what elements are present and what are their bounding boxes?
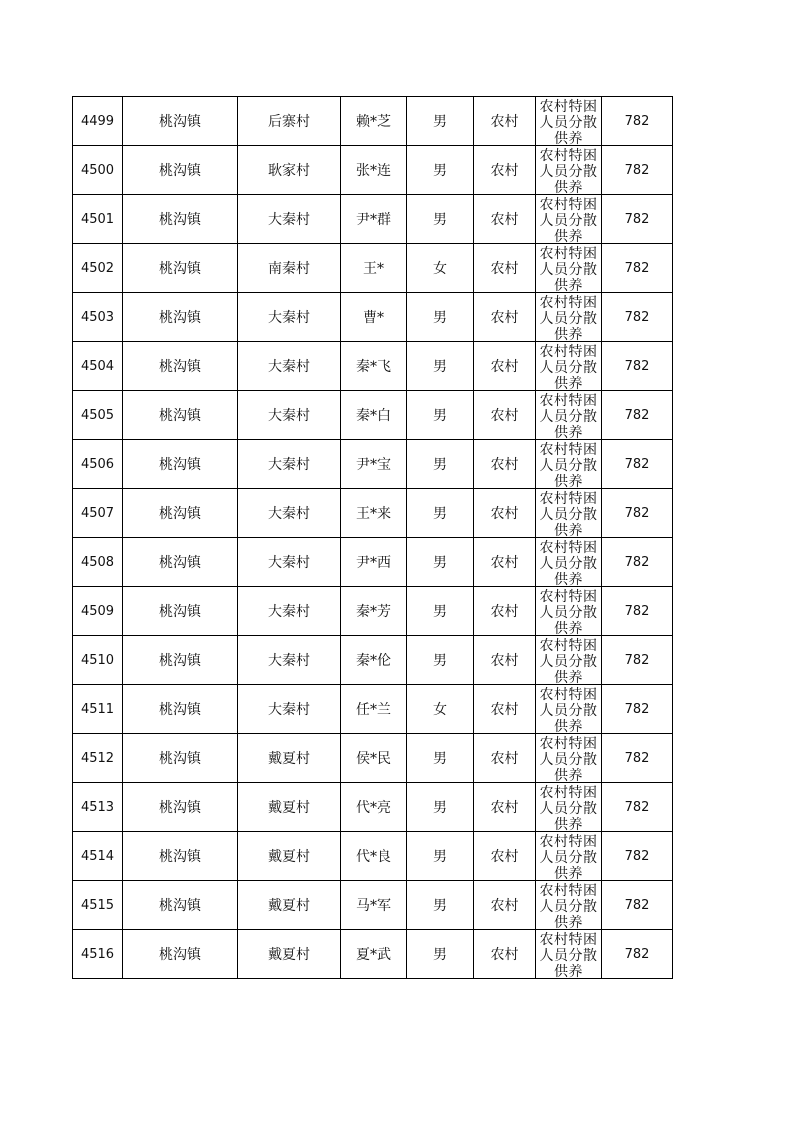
cell-person-name: 秦*白 (341, 391, 407, 440)
cell-assistance-category-text: 农村特困人员分散供养 (539, 686, 598, 733)
table-row (73, 587, 673, 636)
cell-residence-type: 农村 (474, 342, 536, 391)
cell-assistance-category (536, 734, 602, 783)
table-row (73, 734, 673, 783)
cell-residence-type: 农村 (474, 734, 536, 783)
cell-gender: 男 (407, 342, 474, 391)
cell-person-name: 王* (341, 244, 407, 293)
cell-serial-number: 4513 (73, 783, 123, 832)
document-page (72, 96, 673, 979)
cell-person-name: 秦*飞 (341, 342, 407, 391)
cell-assistance-category-text: 农村特困人员分散供养 (539, 784, 598, 831)
cell-village: 戴夏村 (238, 783, 341, 832)
cell-town: 桃沟镇 (123, 930, 238, 979)
cell-village: 大秦村 (238, 538, 341, 587)
cell-gender: 男 (407, 538, 474, 587)
table-row (73, 636, 673, 685)
cell-serial-number: 4509 (73, 587, 123, 636)
cell-gender: 男 (407, 440, 474, 489)
cell-assistance-category-text: 农村特困人员分散供养 (539, 343, 598, 390)
cell-town: 桃沟镇 (123, 146, 238, 195)
cell-person-name: 代*亮 (341, 783, 407, 832)
cell-serial-number: 4506 (73, 440, 123, 489)
cell-gender: 男 (407, 734, 474, 783)
cell-assistance-category-text: 农村特困人员分散供养 (539, 882, 598, 929)
cell-amount: 782 (602, 685, 673, 734)
cell-residence-type: 农村 (474, 881, 536, 930)
cell-residence-type: 农村 (474, 587, 536, 636)
cell-village: 戴夏村 (238, 734, 341, 783)
cell-person-name: 尹*群 (341, 195, 407, 244)
cell-assistance-category-text: 农村特困人员分散供养 (539, 931, 598, 978)
cell-gender: 男 (407, 146, 474, 195)
cell-town: 桃沟镇 (123, 440, 238, 489)
cell-assistance-category (536, 538, 602, 587)
cell-amount: 782 (602, 538, 673, 587)
cell-amount: 782 (602, 636, 673, 685)
cell-town: 桃沟镇 (123, 391, 238, 440)
cell-gender: 女 (407, 244, 474, 293)
table-row (73, 881, 673, 930)
cell-town: 桃沟镇 (123, 636, 238, 685)
cell-village: 后寨村 (238, 97, 341, 146)
cell-assistance-category-text: 农村特困人员分散供养 (539, 539, 598, 586)
cell-serial-number: 4507 (73, 489, 123, 538)
cell-assistance-category (536, 97, 602, 146)
cell-gender: 女 (407, 685, 474, 734)
cell-gender: 男 (407, 97, 474, 146)
cell-amount: 782 (602, 832, 673, 881)
cell-town: 桃沟镇 (123, 881, 238, 930)
cell-village: 戴夏村 (238, 881, 341, 930)
cell-serial-number: 4500 (73, 146, 123, 195)
cell-village: 大秦村 (238, 685, 341, 734)
cell-gender: 男 (407, 489, 474, 538)
cell-assistance-category (536, 881, 602, 930)
cell-village: 大秦村 (238, 195, 341, 244)
cell-assistance-category-text: 农村特困人员分散供养 (539, 294, 598, 341)
cell-serial-number: 4516 (73, 930, 123, 979)
cell-assistance-category (536, 146, 602, 195)
cell-assistance-category-text: 农村特困人员分散供养 (539, 392, 598, 439)
cell-person-name: 尹*西 (341, 538, 407, 587)
cell-person-name: 侯*民 (341, 734, 407, 783)
cell-assistance-category (536, 685, 602, 734)
table-row (73, 832, 673, 881)
cell-town: 桃沟镇 (123, 734, 238, 783)
cell-residence-type: 农村 (474, 97, 536, 146)
cell-amount: 782 (602, 489, 673, 538)
cell-residence-type: 农村 (474, 538, 536, 587)
cell-assistance-category-text: 农村特困人员分散供养 (539, 588, 598, 635)
cell-village: 大秦村 (238, 440, 341, 489)
cell-residence-type: 农村 (474, 195, 536, 244)
cell-assistance-category (536, 244, 602, 293)
cell-person-name: 王*来 (341, 489, 407, 538)
cell-gender: 男 (407, 881, 474, 930)
cell-assistance-category (536, 440, 602, 489)
cell-assistance-category-text: 农村特困人员分散供养 (539, 637, 598, 684)
cell-assistance-category (536, 342, 602, 391)
cell-village: 大秦村 (238, 636, 341, 685)
cell-town: 桃沟镇 (123, 293, 238, 342)
cell-town: 桃沟镇 (123, 587, 238, 636)
cell-town: 桃沟镇 (123, 342, 238, 391)
cell-amount: 782 (602, 293, 673, 342)
cell-residence-type: 农村 (474, 146, 536, 195)
cell-serial-number: 4502 (73, 244, 123, 293)
cell-assistance-category-text: 农村特困人员分散供养 (539, 441, 598, 488)
cell-serial-number: 4508 (73, 538, 123, 587)
cell-residence-type: 农村 (474, 783, 536, 832)
cell-village: 南秦村 (238, 244, 341, 293)
cell-town: 桃沟镇 (123, 244, 238, 293)
cell-amount: 782 (602, 391, 673, 440)
cell-amount: 782 (602, 97, 673, 146)
cell-residence-type: 农村 (474, 391, 536, 440)
cell-gender: 男 (407, 783, 474, 832)
cell-serial-number: 4514 (73, 832, 123, 881)
cell-village: 戴夏村 (238, 832, 341, 881)
cell-assistance-category (536, 636, 602, 685)
cell-village: 耿家村 (238, 146, 341, 195)
cell-gender: 男 (407, 587, 474, 636)
cell-serial-number: 4501 (73, 195, 123, 244)
cell-assistance-category-text: 农村特困人员分散供养 (539, 833, 598, 880)
cell-assistance-category (536, 293, 602, 342)
cell-assistance-category (536, 783, 602, 832)
cell-serial-number: 4504 (73, 342, 123, 391)
cell-assistance-category-text: 农村特困人员分散供养 (539, 147, 598, 194)
cell-residence-type: 农村 (474, 636, 536, 685)
cell-village: 大秦村 (238, 342, 341, 391)
cell-assistance-category-text: 农村特困人员分散供养 (539, 490, 598, 537)
cell-village: 大秦村 (238, 391, 341, 440)
cell-town: 桃沟镇 (123, 832, 238, 881)
cell-gender: 男 (407, 636, 474, 685)
cell-town: 桃沟镇 (123, 195, 238, 244)
cell-residence-type: 农村 (474, 293, 536, 342)
cell-assistance-category-text: 农村特困人员分散供养 (539, 196, 598, 243)
table-row (73, 244, 673, 293)
cell-assistance-category (536, 489, 602, 538)
cell-assistance-category-text: 农村特困人员分散供养 (539, 735, 598, 782)
cell-person-name: 夏*武 (341, 930, 407, 979)
cell-person-name: 张*连 (341, 146, 407, 195)
cell-serial-number: 4505 (73, 391, 123, 440)
cell-gender: 男 (407, 293, 474, 342)
cell-amount: 782 (602, 244, 673, 293)
cell-village: 大秦村 (238, 489, 341, 538)
cell-amount: 782 (602, 195, 673, 244)
cell-amount: 782 (602, 881, 673, 930)
cell-gender: 男 (407, 930, 474, 979)
table-row (73, 391, 673, 440)
cell-person-name: 代*良 (341, 832, 407, 881)
cell-town: 桃沟镇 (123, 783, 238, 832)
cell-person-name: 曹* (341, 293, 407, 342)
cell-person-name: 马*军 (341, 881, 407, 930)
cell-residence-type: 农村 (474, 244, 536, 293)
cell-person-name: 秦*伦 (341, 636, 407, 685)
cell-gender: 男 (407, 195, 474, 244)
cell-assistance-category-text: 农村特困人员分散供养 (539, 98, 598, 145)
table-body (73, 97, 673, 979)
cell-residence-type: 农村 (474, 832, 536, 881)
cell-amount: 782 (602, 587, 673, 636)
table-row (73, 685, 673, 734)
table-row (73, 489, 673, 538)
cell-amount: 782 (602, 783, 673, 832)
cell-village: 大秦村 (238, 587, 341, 636)
cell-town: 桃沟镇 (123, 97, 238, 146)
table-row (73, 97, 673, 146)
cell-assistance-category (536, 391, 602, 440)
table-row (73, 440, 673, 489)
cell-assistance-category-text: 农村特困人员分散供养 (539, 245, 598, 292)
cell-gender: 男 (407, 391, 474, 440)
cell-residence-type: 农村 (474, 489, 536, 538)
table-row (73, 146, 673, 195)
cell-assistance-category (536, 930, 602, 979)
cell-assistance-category (536, 195, 602, 244)
cell-serial-number: 4511 (73, 685, 123, 734)
cell-person-name: 赖*芝 (341, 97, 407, 146)
cell-residence-type: 农村 (474, 685, 536, 734)
table-row (73, 783, 673, 832)
cell-residence-type: 农村 (474, 440, 536, 489)
cell-town: 桃沟镇 (123, 685, 238, 734)
cell-town: 桃沟镇 (123, 538, 238, 587)
table-row (73, 195, 673, 244)
cell-amount: 782 (602, 146, 673, 195)
cell-gender: 男 (407, 832, 474, 881)
cell-serial-number: 4499 (73, 97, 123, 146)
cell-serial-number: 4510 (73, 636, 123, 685)
cell-village: 戴夏村 (238, 930, 341, 979)
cell-town: 桃沟镇 (123, 489, 238, 538)
cell-amount: 782 (602, 930, 673, 979)
cell-amount: 782 (602, 734, 673, 783)
cell-serial-number: 4515 (73, 881, 123, 930)
cell-assistance-category (536, 587, 602, 636)
cell-person-name: 秦*芳 (341, 587, 407, 636)
table-row (73, 293, 673, 342)
cell-amount: 782 (602, 440, 673, 489)
cell-person-name: 任*兰 (341, 685, 407, 734)
relief-recipients-table (72, 96, 673, 979)
table-row (73, 930, 673, 979)
cell-amount: 782 (602, 342, 673, 391)
table-row (73, 538, 673, 587)
cell-assistance-category (536, 832, 602, 881)
cell-serial-number: 4512 (73, 734, 123, 783)
cell-village: 大秦村 (238, 293, 341, 342)
cell-person-name: 尹*宝 (341, 440, 407, 489)
table-row (73, 342, 673, 391)
cell-serial-number: 4503 (73, 293, 123, 342)
cell-residence-type: 农村 (474, 930, 536, 979)
